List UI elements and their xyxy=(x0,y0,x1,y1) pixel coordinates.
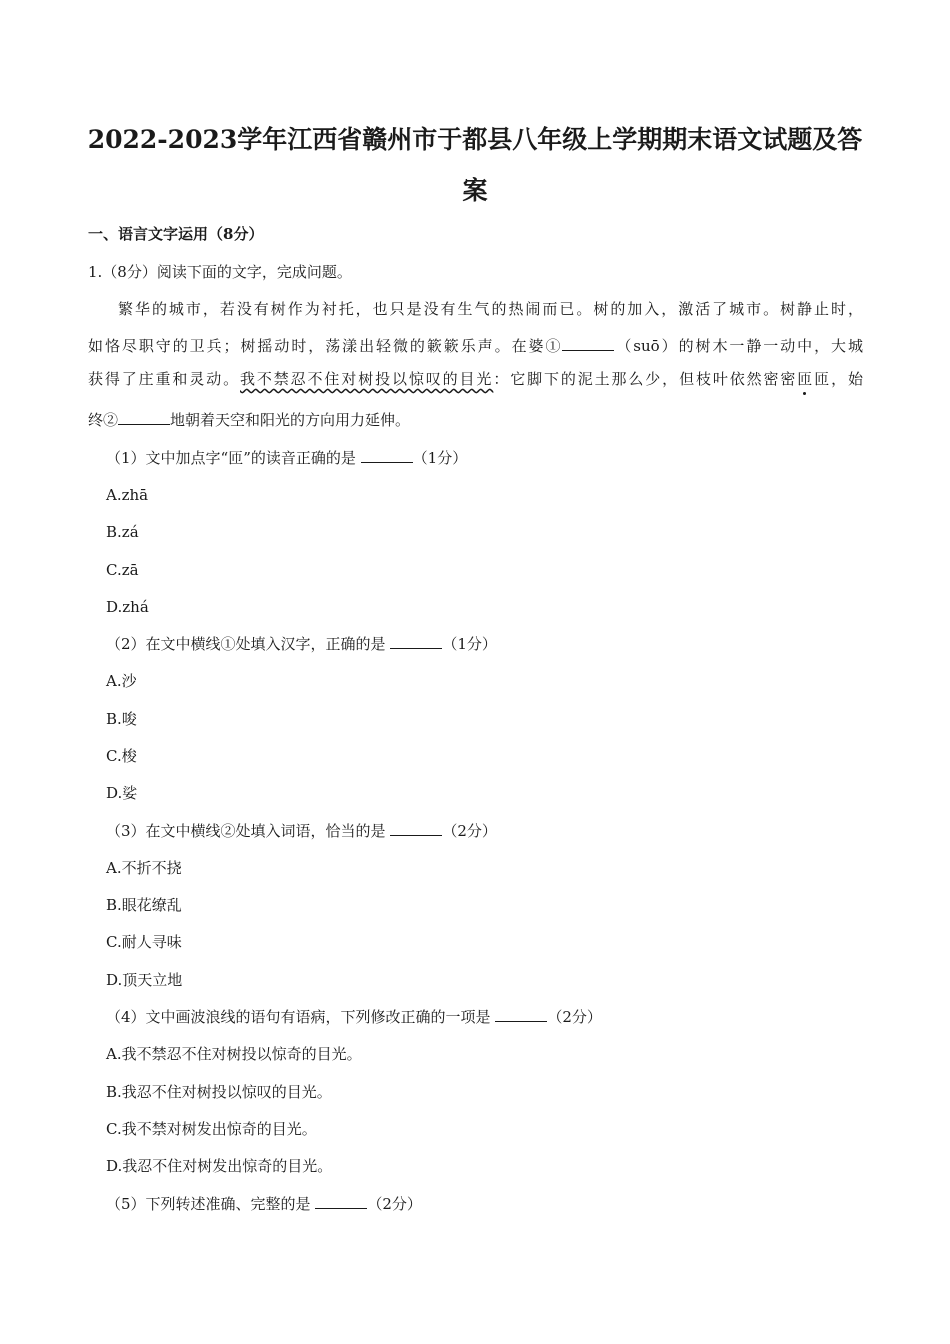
option-b: B.唆 xyxy=(106,710,137,728)
option-d: D.zhá xyxy=(106,598,149,616)
option-a: A.不折不挠 xyxy=(106,859,182,877)
option-b: B.眼花缭乱 xyxy=(106,896,182,914)
option-b: B.zá xyxy=(106,523,139,541)
sub-question-3: （3）在文中横线②处填入词语，恰当的是 （2分） xyxy=(106,822,497,840)
section-heading: 一、语言文字运用（8分） xyxy=(88,225,264,243)
document-title-line2: 案 xyxy=(462,176,488,205)
option-c: C.耐人寻味 xyxy=(106,933,182,951)
sub-question-4: （4）文中画波浪线的语句有语病，下列修改正确的一项是 （2分） xyxy=(106,1008,602,1026)
option-d: D.我忍不住对树发出惊奇的目光。 xyxy=(106,1157,333,1175)
answer-blank xyxy=(390,634,442,649)
option-a: A.沙 xyxy=(106,672,137,690)
sub-question-5: （5）下列转述准确、完整的是 （2分） xyxy=(106,1195,422,1213)
sub-question-2: （2）在文中横线①处填入汉字，正确的是 （1分） xyxy=(106,635,497,653)
answer-blank xyxy=(390,821,442,836)
blank-2 xyxy=(118,410,170,425)
document-title-line1: 2022-2023学年江西省赣州市于都县八年级上学期期末语文试题及答 xyxy=(87,125,863,154)
answer-blank xyxy=(495,1007,547,1022)
blank-1 xyxy=(562,336,614,351)
option-c: C.梭 xyxy=(106,747,137,765)
passage-line-1: 繁华的城市，若没有树作为衬托，也只是没有生气的热闹而已。树的加入，激活了城市。树静止时， xyxy=(118,300,863,318)
option-d: D.顶天立地 xyxy=(106,971,183,989)
emphasis-dot-char: 匝 xyxy=(797,370,813,388)
passage-line-2: 如恪尽职守的卫兵；树摇动时，荡漾出轻微的簌簌乐声。在婆① （suō）的树木一静一动中，大城 xyxy=(88,337,863,355)
sub-question-1: （1）文中加点字“匝”的读音正确的是 （1分） xyxy=(106,449,468,467)
question-intro: 1.（8分）阅读下面的文字，完成问题。 xyxy=(88,263,352,281)
option-a: A.zhā xyxy=(106,486,149,504)
option-c: C.我不禁对树发出惊奇的目光。 xyxy=(106,1120,317,1138)
answer-blank xyxy=(361,448,413,463)
answer-blank xyxy=(315,1194,367,1209)
wavy-underlined-sentence: 我不禁忍不住对树投以惊叹的目光 xyxy=(240,370,494,388)
passage-line-3: 获得了庄重和灵动。我不禁忍不住对树投以惊叹的目光：它脚下的泥土那么少，但枝叶依然密密匝匝，始 xyxy=(88,370,863,388)
option-d: D.娑 xyxy=(106,784,138,802)
option-a: A.我不禁忍不住对树投以惊奇的目光。 xyxy=(106,1045,362,1063)
passage-line-4: 终② 地朝着天空和阳光的方向用力延伸。 xyxy=(88,411,411,429)
option-b: B.我忍不住对树投以惊叹的目光。 xyxy=(106,1083,332,1101)
option-c: C.zā xyxy=(106,561,139,579)
